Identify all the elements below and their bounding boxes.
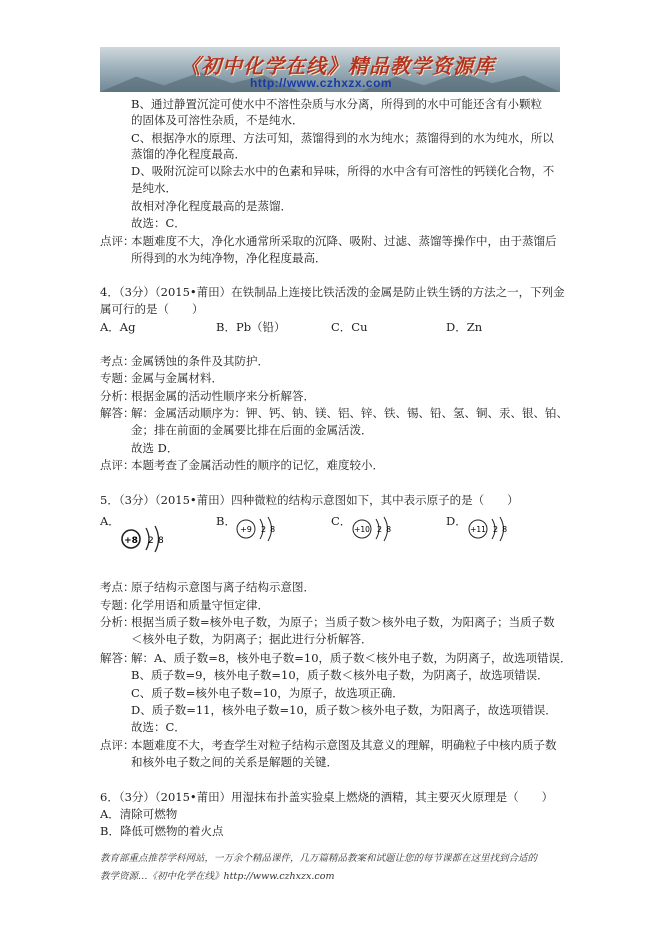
q3-comment-label: 点评：	[100, 234, 135, 248]
q5-option-a-label: A．	[100, 514, 120, 528]
q5-option-c-label: C．	[331, 514, 352, 528]
q4-option-c: C．Cu	[331, 320, 368, 334]
banner-title: 《初中化学在线》精品教学资源库	[180, 54, 495, 78]
q4-kaodian: 金属锈蚀的条件及其防护．	[131, 354, 269, 368]
q5-kaodian: 原子结构示意图与离子结构示意图．	[131, 580, 315, 594]
q5-stem: 5．（3分）（2015•莆田）四种微粒的结构示意图如下，其中表示原子的是（ ）	[100, 493, 519, 507]
q5-zhuanti: 化学用语和质量守恒定律．	[131, 598, 269, 612]
q4-zhuanti: 金属与金属材料．	[131, 371, 223, 385]
atom-b-shell-1: 2	[261, 525, 267, 534]
banner-url[interactable]: http://www.czhxzx.com	[250, 76, 393, 90]
atom-b-shell-2: 8	[270, 525, 276, 534]
q4-option-a: A．Ag	[100, 320, 136, 334]
q3-option-c-line2: 蒸馏的净化程度最高．	[131, 147, 246, 161]
q5-zhuanti-label: 专题：	[100, 598, 135, 612]
q5-fenxi-line2: ＜核外电子数，为阴离子；据此进行分析解答．	[131, 632, 373, 646]
q3-comment-line2: 所得到的水为纯净物，净化程度最高．	[131, 251, 327, 265]
q5-atom-diagram-b	[234, 512, 294, 548]
atom-c-nucleus: +10	[354, 525, 370, 534]
q5-fenxi-label: 分析：	[100, 615, 135, 629]
q4-fenxi-label: 分析：	[100, 389, 135, 403]
footer-line1: 教育部重点推荐学科网站，一万余个精品课件，几万篇精品教案和试题让您的每节课都在这里找到合适的	[100, 853, 538, 864]
q5-jieda-label: 解答：	[100, 651, 135, 665]
atom-c-shell-2: 8	[386, 525, 392, 534]
q4-stem-line2: 属可行的是（ ）	[100, 302, 204, 316]
q5-atom-diagram-d	[466, 512, 526, 548]
q4-option-d: D．Zn	[446, 320, 483, 334]
q5-jieda-line4: D、质子数=11，核外电子数=10，质子数＞核外电子数，为阳离子，故选项错误．	[131, 703, 557, 717]
q5-kaodian-label: 考点：	[100, 580, 135, 594]
atom-d-nucleus: +11	[470, 525, 486, 534]
q5-dianping-line2: 和核外电子数之间的关系是解题的关键．	[131, 755, 338, 769]
q4-fenxi: 根据金属的活动性顺序来分析解答．	[131, 389, 315, 403]
atom-c-shell-1: 2	[377, 525, 383, 534]
atom-d-shell-2: 8	[502, 525, 508, 534]
atom-b-nucleus: +9	[240, 525, 252, 534]
q5-jieda-line2: B、质子数=9，核外电子数=10，质子数＜核外电子数，为阴离子，故选项错误．	[131, 668, 549, 682]
q3-option-d-line1: D、吸附沉淀可以除去水中的色素和异味，所得的水中含有可溶性的钙镁化合物，不	[131, 164, 555, 178]
q4-jieda-label: 解答：	[100, 406, 135, 420]
q4-dianping: 本题考查了金属活动性的顺序的记忆，难度较小．	[131, 458, 384, 472]
q4-jieda-line3: 故选 D．	[131, 441, 179, 455]
q5-atom-diagram-a	[118, 522, 178, 558]
q5-fenxi-line1: 根据当质子数=核外电子数，为原子；当质子数＞核外电子数，为阳离子；当质子数	[131, 615, 555, 629]
q3-option-b-line1: B、通过静置沉淀可使水中不溶性杂质与水分离，所得到的水中可能还含有小颗粒	[131, 97, 542, 111]
q4-zhuanti-label: 专题：	[100, 371, 135, 385]
atom-a-shell-1: 2	[148, 536, 154, 546]
q5-atom-diagram-c	[350, 512, 410, 548]
q4-jieda-line2: 金；排在前面的金属要比排在后面的金属活泼．	[131, 423, 373, 437]
q5-option-b-label: B．	[216, 514, 236, 528]
q6-option-a: A．清除可燃物	[100, 807, 178, 821]
footer-line2: 教学资源…《初中化学在线》http://www.czhxzx.com	[100, 871, 335, 882]
atom-a-shell-2: 8	[158, 536, 164, 546]
q3-option-b-line2: 的固体及可溶性杂质，不是纯水．	[131, 113, 304, 127]
q3-option-c-line1: C、根据净水的原理、方法可知，蒸馏得到的水为纯水；蒸馏得到的水为纯水，所以	[131, 131, 554, 145]
q3-option-d-line2: 是纯水．	[131, 181, 177, 195]
q5-dianping-line1: 本题难度不大，考查学生对粒子结构示意图及其意义的理解，明确粒子中核内质子数	[131, 738, 557, 752]
atom-a-nucleus: +8	[124, 536, 138, 546]
q5-jieda-line3: C、质子数=核外电子数=10，为原子，故选项正确．	[131, 686, 404, 700]
q3-conclusion: 故相对净化程度最高的是蒸馏．	[131, 199, 292, 213]
q4-jieda-line1: 解：金属活动顺序为：钾、钙、钠、镁、铝、锌、铁、锡、铅、氢、铜、汞、银、铂、	[131, 406, 568, 420]
q4-stem-line1: 4．（3分）（2015•莆田）在铁制品上连接比铁活泼的金属是防止铁生锈的方法之一，下列金	[100, 285, 565, 299]
q3-comment-line1: 本题难度不大，净化水通常所采取的沉降、吸附、过滤、蒸馏等操作中，由于蒸馏后	[131, 234, 557, 248]
q4-kaodian-label: 考点：	[100, 354, 135, 368]
q6-stem: 6．（3分）（2015•莆田）用湿抹布扑盖实验桌上燃烧的酒精，其主要灭火原理是（ ）	[100, 790, 554, 804]
header-banner	[100, 47, 560, 92]
q5-dianping-label: 点评：	[100, 738, 135, 752]
q3-answer: 故选：C．	[131, 216, 186, 230]
q6-option-b: B．降低可燃物的着火点	[100, 824, 224, 838]
atom-d-shell-1: 2	[493, 525, 499, 534]
q5-option-d-label: D．	[446, 514, 467, 528]
q4-option-b: B．Pb（铅）	[216, 320, 286, 334]
q5-jieda-line1: 解：A、质子数=8，核外电子数=10，质子数＜核外电子数，为阴离子，故选项错误．	[131, 651, 572, 665]
q5-jieda-line5: 故选：C．	[131, 720, 186, 734]
q4-dianping-label: 点评：	[100, 458, 135, 472]
